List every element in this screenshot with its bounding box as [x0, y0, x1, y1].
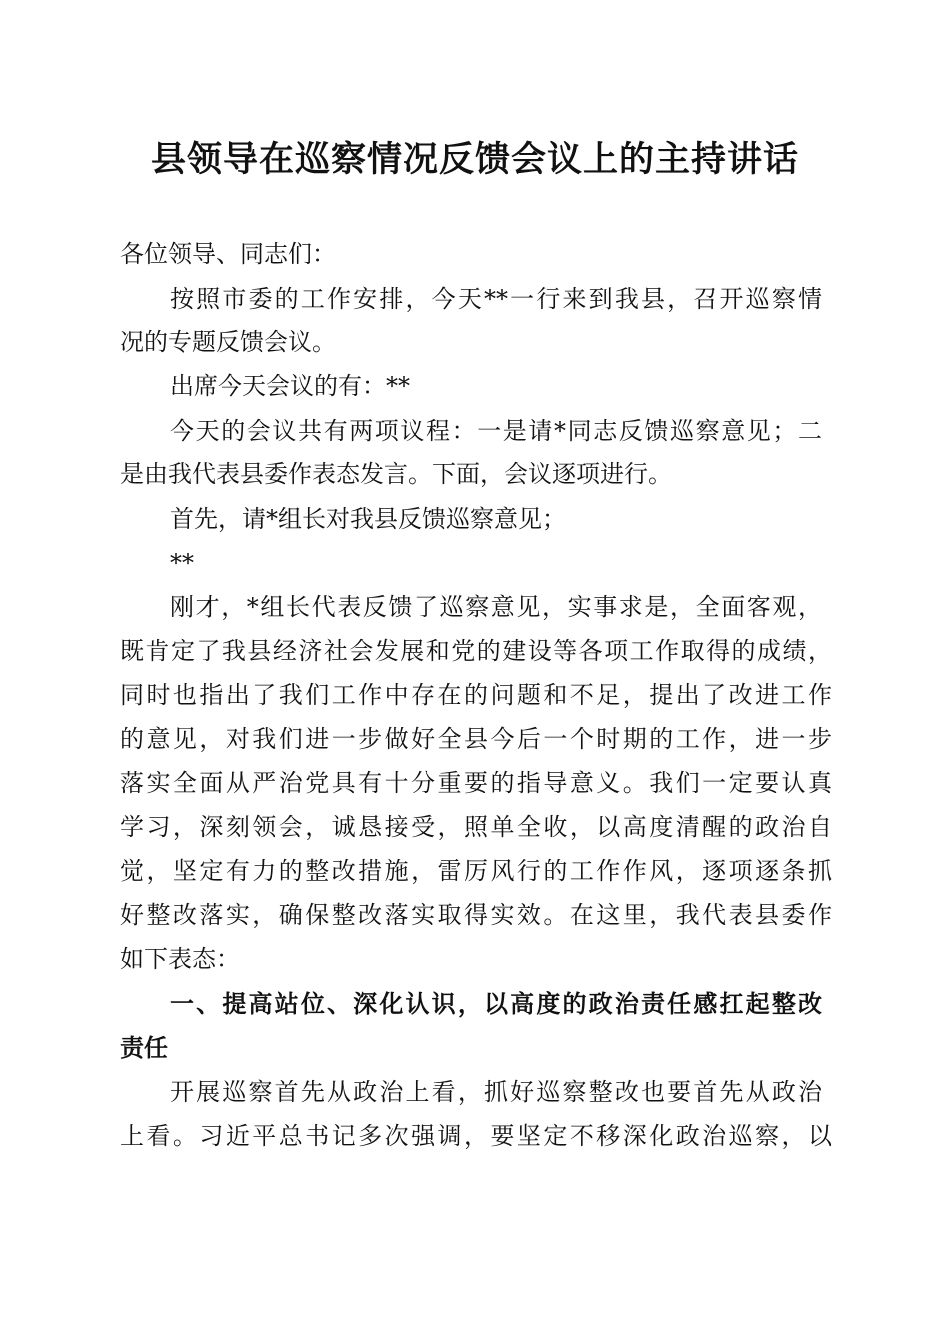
paragraph-6-line-3: 同时也指出了我们工作中存在的问题和不足，提出了改进工作	[120, 681, 832, 709]
paragraph-5: **	[170, 549, 194, 577]
paragraph-4: 首先，请*组长对我县反馈巡察意见；	[170, 505, 566, 533]
paragraph-6-line-8: 好整改落实，确保整改落实取得实效。在这里，我代表县委作	[120, 901, 832, 929]
paragraph-1-line-1: 按照市委的工作安排，今天**一行来到我县，召开巡察情	[170, 285, 822, 313]
paragraph-6-line-1: 刚才，*组长代表反馈了巡察意见，实事求是，全面客观，	[170, 593, 822, 621]
section-heading-1-line-1: 一、提高站位、深化认识，以高度的政治责任感扛起整改	[170, 990, 822, 1018]
document-title: 县领导在巡察情况反馈会议上的主持讲话	[150, 139, 799, 180]
paragraph-6-line-7: 觉，坚定有力的整改措施，雷厉风行的工作作风，逐项逐条抓	[120, 857, 832, 885]
paragraph-6-line-6: 学习，深刻领会，诚恳接受，照单全收，以高度清醒的政治自	[120, 813, 832, 841]
paragraph-3-line-1: 今天的会议共有两项议程：一是请*同志反馈巡察意见；二	[170, 417, 822, 445]
salutation: 各位领导、同志们：	[120, 240, 336, 268]
paragraph-1-line-2: 况的专题反馈会议。	[120, 328, 336, 356]
paragraph-6-line-9: 如下表态：	[120, 945, 240, 973]
paragraph-3-line-2: 是由我代表县委作表态发言。下面，会议逐项进行。	[120, 460, 672, 488]
paragraph-7-line-2: 上看。习近平总书记多次强调，要坚定不移深化政治巡察，以	[120, 1122, 832, 1150]
paragraph-7-line-1: 开展巡察首先从政治上看，抓好巡察整改也要首先从政治	[170, 1078, 822, 1106]
section-heading-1-line-2: 责任	[120, 1034, 168, 1062]
paragraph-6-line-5: 落实全面从严治党具有十分重要的指导意义。我们一定要认真	[120, 769, 832, 797]
paragraph-6-line-4: 的意见，对我们进一步做好全县今后一个时期的工作，进一步	[120, 725, 832, 753]
paragraph-2: 出席今天会议的有：**	[170, 372, 410, 400]
paragraph-6-line-2: 既肯定了我县经济社会发展和党的建设等各项工作取得的成绩，	[120, 637, 832, 665]
